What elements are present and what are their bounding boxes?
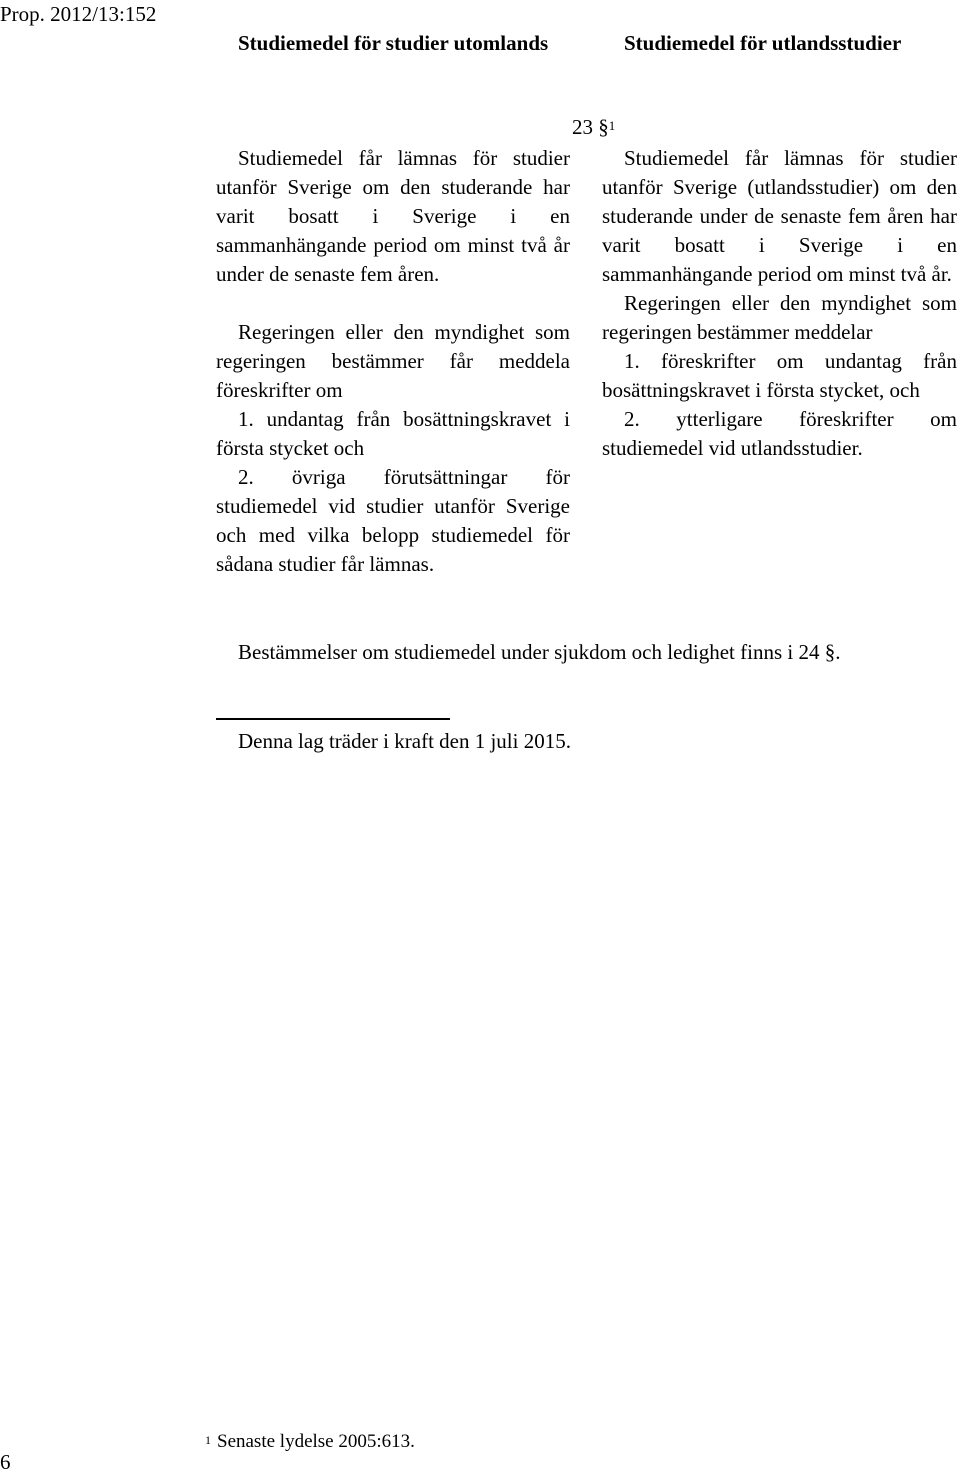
shared-paragraph — [216, 638, 957, 667]
footnote — [205, 1428, 415, 1456]
right-paragraph-1: Studiemedel får lämnas för studier utanför Sverige (utlandsstudier) om den studerande under de senaste fem åren har varit bosatt i Sverige i en sammanhängande period om minst två år. — [602, 146, 957, 286]
left-column-title — [216, 29, 570, 58]
right-column-title — [602, 29, 957, 58]
page-number: 6 — [0, 1450, 11, 1474]
effective-date-text: Denna lag träder i kraft den 1 juli 2015. — [238, 729, 571, 753]
left-column-text — [216, 144, 570, 579]
right-list-item-2: 2. ytterligare föreskrifter om studiemedel vid utlandsstudier. — [602, 407, 957, 460]
footnote-text: Senaste lydelse 2005:613. — [217, 1431, 415, 1452]
left-list-item-1: 1. undantag från bosättningskravet i första stycket och — [216, 407, 570, 460]
footnote-marker: 1 — [205, 1433, 211, 1447]
right-paragraph-2: Regeringen eller den myndighet som regeringen bestämmer meddelar — [602, 291, 957, 344]
section-heading — [572, 113, 615, 142]
left-column-title-text: Studiemedel för studier utomlands — [238, 31, 549, 55]
right-list-item-1: 1. föreskrifter om undantag från bosättningskravet i första stycket, och — [602, 349, 957, 402]
effective-date — [216, 727, 957, 756]
divider-rule — [216, 718, 450, 720]
shared-paragraph-text: Bestämmelser om studiemedel under sjukdom och ledighet finns i 24 §. — [238, 640, 841, 664]
left-paragraph-1: Studiemedel får lämnas för studier utanför Sverige om den studerande har varit bosatt i Sverige i en sammanhängande period om minst två år under de senaste fem åren. — [216, 146, 570, 286]
left-list-item-2: 2. övriga förutsättningar för studiemedel vid studier utanför Sverige och med vilka belopp studiemedel för sådana studier får lämnas. — [216, 465, 570, 576]
left-paragraph-2: Regeringen eller den myndighet som regeringen bestämmer får meddela föreskrifter om — [216, 320, 570, 402]
right-column-text — [602, 144, 957, 463]
section-number: 23 § — [572, 115, 609, 139]
document-reference: Prop. 2012/13:152 — [0, 2, 157, 26]
right-column-title-text: Studiemedel för utlandsstudier — [624, 31, 902, 55]
section-footnote-ref: 1 — [608, 118, 616, 133]
